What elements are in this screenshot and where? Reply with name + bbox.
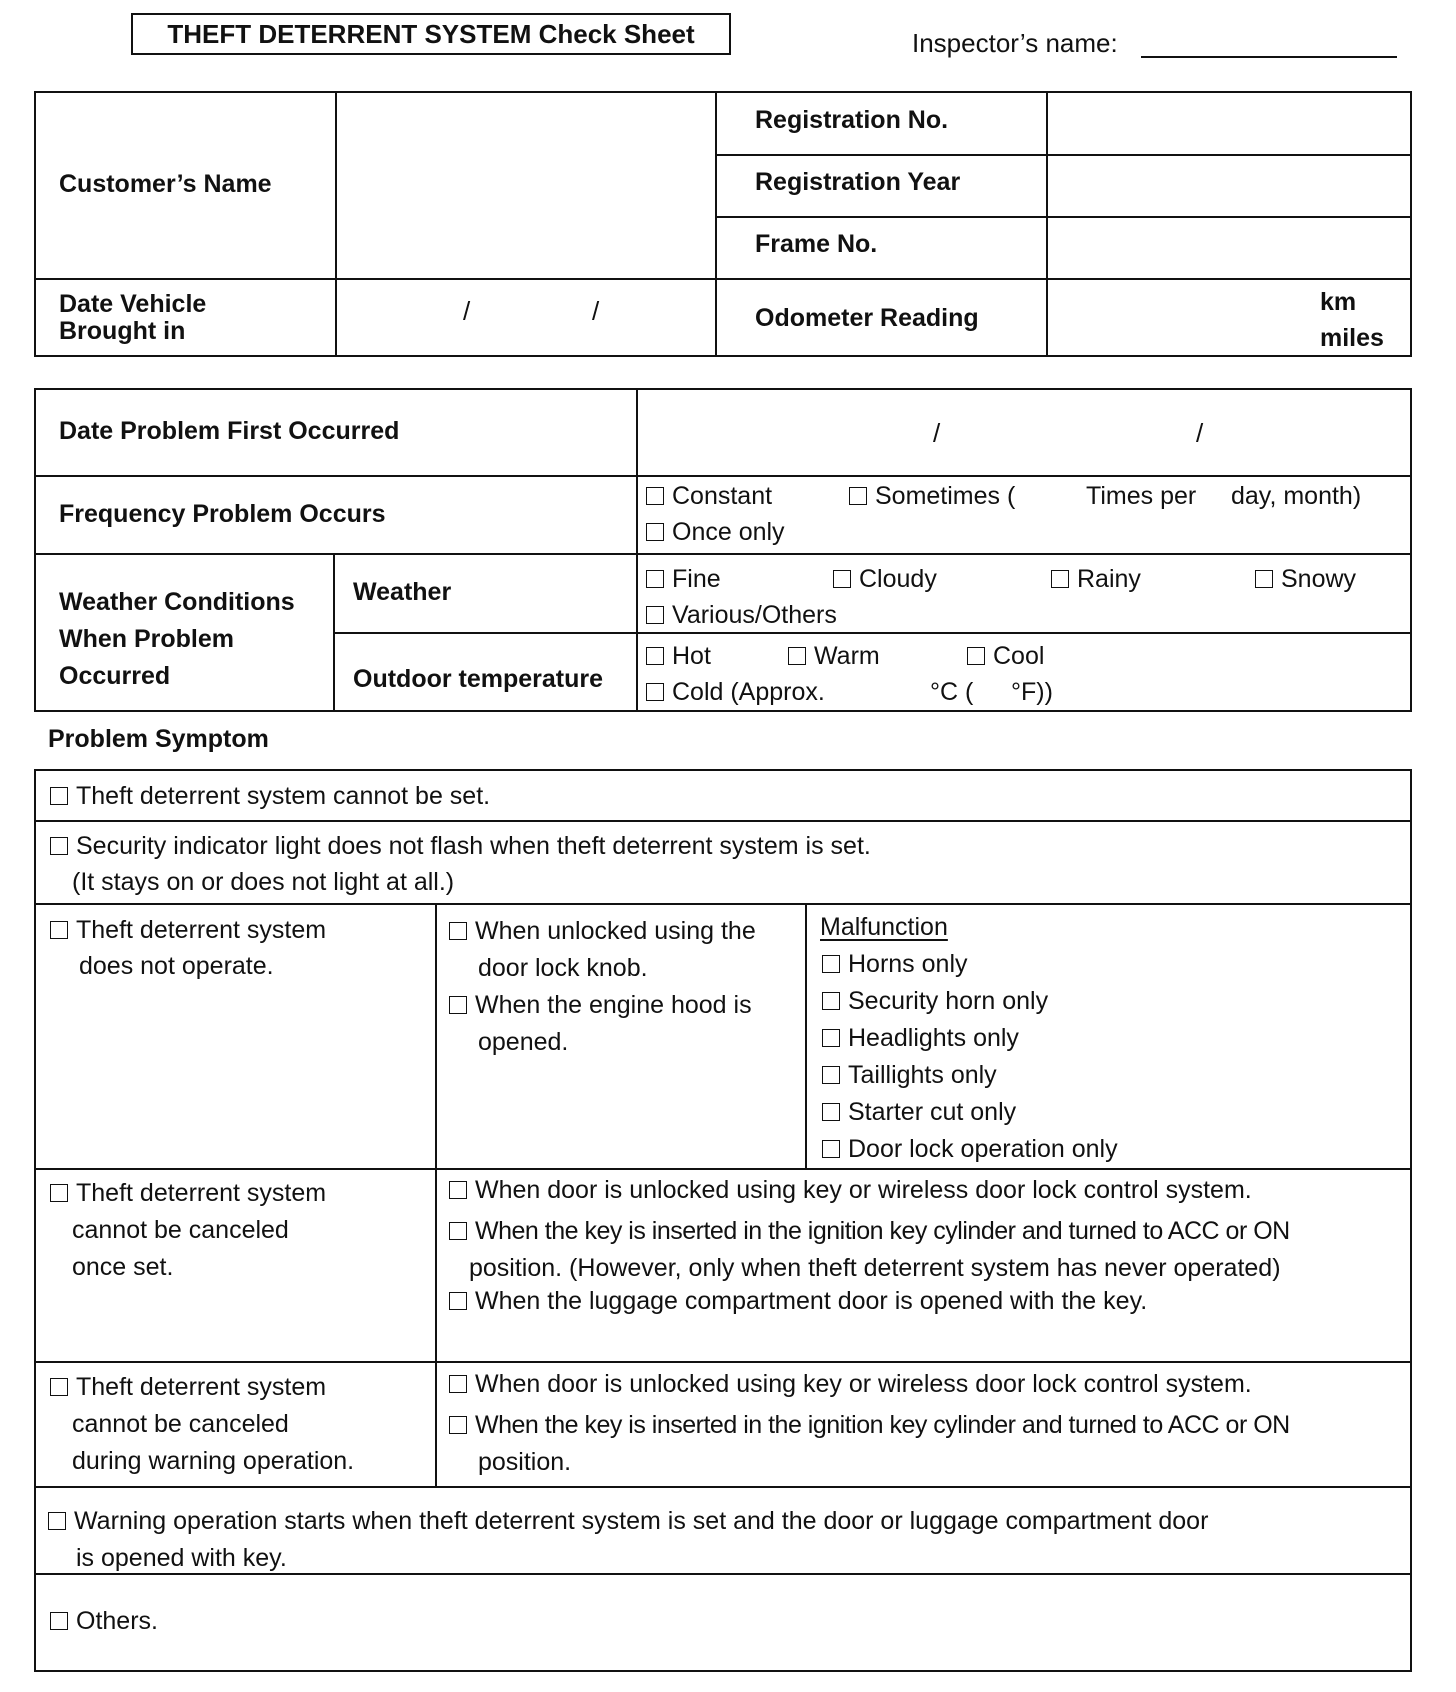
checkbox[interactable] bbox=[449, 1181, 467, 1199]
checkbox[interactable] bbox=[50, 837, 68, 855]
checkbox[interactable] bbox=[449, 1416, 467, 1434]
customer-name-field[interactable] bbox=[337, 93, 713, 277]
malfunction-headlights-only[interactable]: Headlights only bbox=[822, 1024, 1019, 1053]
condition-engine-hood[interactable]: When the engine hood is opened. bbox=[449, 987, 752, 1061]
symptom-others[interactable]: Others. bbox=[50, 1607, 158, 1636]
temp-celsius-label: °C ( bbox=[930, 678, 974, 706]
symptom-cannot-be-set[interactable]: Theft deterrent system cannot be set. bbox=[50, 782, 490, 811]
checkbox[interactable] bbox=[449, 922, 467, 940]
checkbox[interactable] bbox=[822, 1029, 840, 1047]
frequency-label: Frequency Problem Occurs bbox=[59, 500, 386, 528]
date-brought-separator: / bbox=[592, 296, 600, 326]
checkbox[interactable] bbox=[646, 683, 664, 701]
checkbox[interactable] bbox=[449, 1222, 467, 1240]
checkbox[interactable] bbox=[849, 487, 867, 505]
checkbox[interactable] bbox=[833, 570, 851, 588]
checkbox[interactable] bbox=[50, 1612, 68, 1630]
registration-year-field[interactable] bbox=[1048, 156, 1410, 215]
malfunction-taillights-only[interactable]: Taillights only bbox=[822, 1061, 997, 1090]
freq-constant-option[interactable]: Constant bbox=[646, 482, 772, 511]
symptom-indicator-light[interactable]: Security indicator light does not flash when theft deterrent system is set. (It stays on or does not light at all.) bbox=[50, 828, 871, 900]
checkbox[interactable] bbox=[822, 955, 840, 973]
freq-times-per-label: Times per bbox=[1086, 482, 1197, 510]
odometer-unit-miles: miles bbox=[1320, 324, 1384, 352]
checkbox[interactable] bbox=[822, 992, 840, 1010]
checkbox[interactable] bbox=[1051, 570, 1069, 588]
registration-no-label: Registration No. bbox=[755, 106, 949, 134]
condition-luggage-door-key[interactable]: When the luggage compartment door is opened with the key. bbox=[449, 1287, 1147, 1316]
weather-fine-option[interactable]: Fine bbox=[646, 565, 721, 594]
checkbox[interactable] bbox=[646, 487, 664, 505]
date-brought-separator: / bbox=[463, 296, 471, 326]
condition-door-unlocked-key[interactable]: When door is unlocked using key or wireless door lock control system. bbox=[449, 1176, 1252, 1205]
temp-fahrenheit-label: °F)) bbox=[1011, 678, 1053, 706]
malfunction-horns-only[interactable]: Horns only bbox=[822, 950, 968, 979]
checkbox[interactable] bbox=[50, 1184, 68, 1202]
checkbox[interactable] bbox=[1255, 570, 1273, 588]
malfunction-door-lock-only[interactable]: Door lock operation only bbox=[822, 1135, 1118, 1164]
symptom-warning-starts[interactable]: Warning operation starts when theft deterrent system is set and the door or luggage compartment door is opened with key. bbox=[48, 1503, 1208, 1577]
date-first-occurred-label: Date Problem First Occurred bbox=[59, 417, 400, 445]
checkbox[interactable] bbox=[822, 1140, 840, 1158]
customer-name-label: Customer’s Name bbox=[59, 170, 272, 198]
weather-rainy-option[interactable]: Rainy bbox=[1051, 565, 1141, 594]
symptom-cannot-cancel-once-set[interactable]: Theft deterrent system cannot be canceled once set. bbox=[50, 1175, 326, 1286]
weather-label: Weather bbox=[353, 578, 452, 606]
weather-various-option[interactable]: Various/Others bbox=[646, 601, 837, 630]
date-first-separator: / bbox=[933, 418, 941, 448]
weather-conditions-label: Weather Conditions When Problem Occurred bbox=[59, 588, 295, 690]
checkbox[interactable] bbox=[50, 787, 68, 805]
inspector-name-label: Inspector’s name: bbox=[912, 28, 1118, 58]
frame-no-label: Frame No. bbox=[755, 230, 878, 258]
malfunction-security-horn-only[interactable]: Security horn only bbox=[822, 987, 1048, 1016]
temp-cold-option[interactable]: Cold (Approx. bbox=[646, 678, 825, 707]
date-brought-in-label: Date Vehicle Brought in bbox=[59, 290, 207, 345]
outdoor-temperature-label: Outdoor temperature bbox=[353, 665, 604, 693]
symptom-cannot-cancel-warning[interactable]: Theft deterrent system cannot be canceled during warning operation. bbox=[50, 1369, 354, 1480]
condition-door-lock-knob[interactable]: When unlocked using the door lock knob. bbox=[449, 913, 756, 987]
registration-no-field[interactable] bbox=[1048, 93, 1410, 153]
freq-day-month-label: day, month) bbox=[1231, 482, 1362, 510]
checkbox[interactable] bbox=[646, 647, 664, 665]
checkbox[interactable] bbox=[50, 921, 68, 939]
malfunction-heading: Malfunction bbox=[820, 913, 948, 941]
temp-cool-option[interactable]: Cool bbox=[967, 642, 1044, 671]
date-first-separator: / bbox=[1196, 418, 1204, 448]
temp-hot-option[interactable]: Hot bbox=[646, 642, 711, 671]
malfunction-starter-cut-only[interactable]: Starter cut only bbox=[822, 1098, 1016, 1127]
checkbox[interactable] bbox=[822, 1103, 840, 1121]
weather-snowy-option[interactable]: Snowy bbox=[1255, 565, 1356, 594]
checkbox[interactable] bbox=[449, 996, 467, 1014]
checkbox[interactable] bbox=[822, 1066, 840, 1084]
checkbox[interactable] bbox=[967, 647, 985, 665]
check-sheet-title: THEFT DETERRENT SYSTEM Check Sheet bbox=[131, 13, 731, 55]
checkbox[interactable] bbox=[788, 647, 806, 665]
symptom-does-not-operate[interactable]: Theft deterrent system does not operate. bbox=[50, 912, 326, 984]
checkbox[interactable] bbox=[50, 1378, 68, 1396]
freq-once-option[interactable]: Once only bbox=[646, 518, 785, 547]
checkbox[interactable] bbox=[48, 1512, 66, 1530]
condition-door-unlocked-key-warning[interactable]: When door is unlocked using key or wireless door lock control system. bbox=[449, 1370, 1252, 1399]
condition-key-ignition-warning[interactable]: When the key is inserted in the ignition key cylinder and turned to ACC or ON position. bbox=[449, 1407, 1290, 1481]
freq-sometimes-option[interactable]: Sometimes ( bbox=[849, 482, 1015, 511]
temp-warm-option[interactable]: Warm bbox=[788, 642, 880, 671]
checkbox[interactable] bbox=[646, 570, 664, 588]
registration-year-label: Registration Year bbox=[755, 168, 961, 196]
odometer-unit-km: km bbox=[1320, 288, 1357, 316]
inspector-name-field[interactable] bbox=[1141, 56, 1397, 58]
checkbox[interactable] bbox=[646, 606, 664, 624]
odometer-label: Odometer Reading bbox=[755, 304, 979, 332]
checkbox[interactable] bbox=[449, 1375, 467, 1393]
problem-symptom-heading: Problem Symptom bbox=[48, 725, 269, 753]
weather-cloudy-option[interactable]: Cloudy bbox=[833, 565, 937, 594]
checkbox[interactable] bbox=[646, 523, 664, 541]
condition-key-ignition[interactable]: When the key is inserted in the ignition key cylinder and turned to ACC or ON position. (However, only when theft deterrent system has never operated) bbox=[449, 1213, 1290, 1287]
frame-no-field[interactable] bbox=[1048, 218, 1410, 277]
checkbox[interactable] bbox=[449, 1292, 467, 1310]
